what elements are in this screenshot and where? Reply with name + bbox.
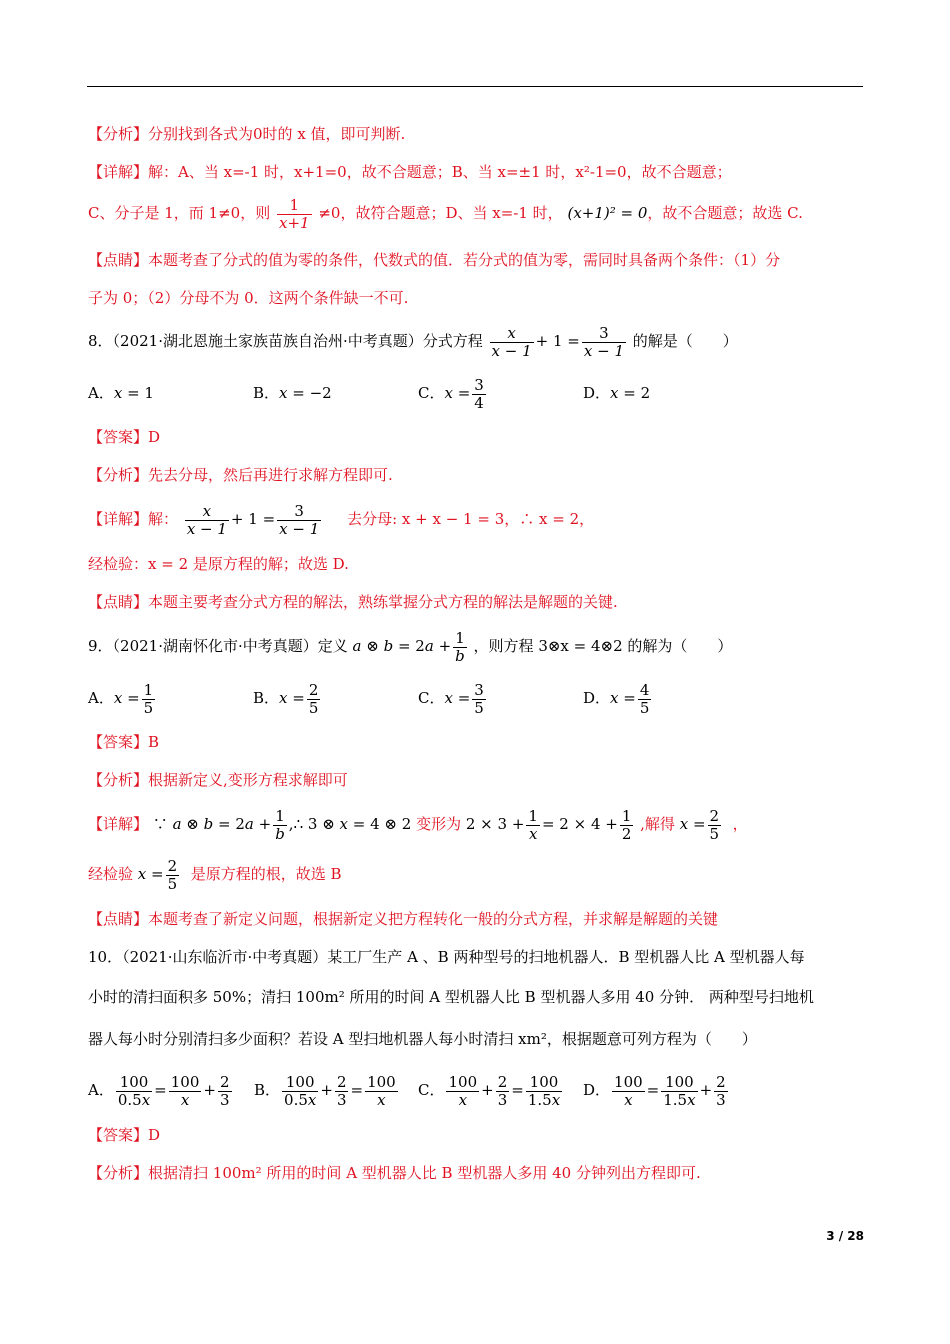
q8-stem: 8．（2021·湖北恩施土家族苗族自治州·中考真题）分式方程 $\frac{x}{x - 1}$ + 1 = $\frac{3}{x - 1}$ 的解是（ ） <box>88 323 738 360</box>
q9-option-d: D．x = $\frac{4}{5}$ <box>583 680 650 717</box>
q9-option-a: A．x = $\frac{1}{5}$ <box>88 680 154 717</box>
q10-answer: 【答案】D <box>88 1126 161 1144</box>
q10-option-d: D． $\frac{100}{x}$ = $\frac{100}{1.5x}$ + $\frac{2}{3}$ <box>583 1072 726 1109</box>
q9-option-b: B．x = $\frac{2}{5}$ <box>253 680 319 717</box>
q10-stem-1: 10．（2021·山东临沂市·中考真题）某工厂生产 A 、B 两种型号的扫地机器人．B 型机器人比 A 型机器人每 <box>88 948 805 966</box>
q8-option-c: C．x = $\frac{3}{4}$ <box>418 375 484 412</box>
q8-answer: 【答案】D <box>88 428 161 446</box>
q9-note: 【点睛】本题考查了新定义问题，根据新定义把方程转化一般的分式方程，并求解是解题的关键 <box>88 910 719 928</box>
prev-note-2: 子为 0；（2）分母不为 0．这两个条件缺一不可. <box>88 289 409 307</box>
q10-analysis: 【分析】根据清扫 100m² 所用的时间 A 型机器人比 B 型机器人多用 40 分钟列出方程即可. <box>88 1164 701 1182</box>
q10-option-a: A． $\frac{100}{0.5x}$ = $\frac{100}{x}$ + $\frac{2}{3}$ <box>88 1072 230 1109</box>
q8-option-d: D．x = 2 <box>583 384 651 402</box>
prev-detail-1: 【详解】解：A、当 x=-1 时，x+1=0，故不合题意；B、当 x=±1 时，x²-1=0，故不合题意； <box>88 163 732 181</box>
prev-analysis: 【分析】分别找到各式为0时的 x 值，即可判断. <box>88 125 406 143</box>
q9-detail: 【详解】 ∵ a ⊗ b = 2a + $\frac{1}{b}$ ,∴ 3 ⊗ x = 4 ⊗ 2 变形为 2 × 3 + $\frac{1}{x}$ = 2 × 4 + $\frac{1}{2}$ ,解得 x = $\frac{2}{5}$ ， <box>88 806 748 843</box>
q9-answer: 【答案】B <box>88 733 160 751</box>
q9-option-c: C．x = $\frac{3}{5}$ <box>418 680 484 717</box>
q10-stem-2: 小时的清扫面积多 50%；清扫 100m² 所用的时间 A 型机器人比 B 型机器人多用 40 分钟． 两种型号扫地机 <box>88 988 814 1006</box>
fraction-1-over-x-plus-1: $\frac{1}{x+1}$ <box>279 195 310 232</box>
q10-option-b: B． $\frac{100}{0.5x}$ + $\frac{2}{3}$ = $\frac{100}{x}$ <box>254 1072 396 1109</box>
q8-check: 经检验：x = 2 是原方程的解；故选 D. <box>88 555 349 573</box>
q8-analysis: 【分析】先去分母，然后再进行求解方程即可. <box>88 466 393 484</box>
header-rule <box>87 86 863 87</box>
q8-equation: $\frac{x}{x - 1}$ + 1 = $\frac{3}{x - 1}$ <box>491 323 624 360</box>
q8-option-a: A．x = 1 <box>88 384 154 402</box>
page-number: 3 / 28 <box>826 1229 864 1243</box>
q9-analysis: 【分析】根据新定义,变形方程求解即可 <box>88 771 348 789</box>
prev-detail-2: C、分子是 1，而 1≠0，则 $\frac{1}{x+1}$ ≠0，故符合题意；D、当 x=-1 时， (x+1)² = 0，故不合题意；故选 C. <box>88 195 803 232</box>
q10-option-c: C． $\frac{100}{x}$ + $\frac{2}{3}$ = $\frac{100}{1.5x}$ <box>418 1072 561 1109</box>
q10-stem-3: 器人每小时分别清扫多少面积？若设 A 型扫地机器人每小时清扫 xm²，根据题意可列方程为（ ） <box>88 1030 757 1048</box>
q8-note: 【点睛】本题主要考查分式方程的解法，熟练掌握分式方程的解法是解题的关键. <box>88 593 618 611</box>
prev-note-1: 【点睛】本题考查了分式的值为零的条件，代数式的值．若分式的值为零，需同时具备两个条件：（1）分 <box>88 251 781 269</box>
q9-check: 经检验 x = $\frac{2}{5}$ 是原方程的根，故选 B <box>88 856 342 893</box>
q8-option-b: B．x = −2 <box>253 384 332 402</box>
q8-detail: 【详解】解： $\frac{x}{x - 1}$ + 1 = $\frac{3}{x - 1}$ 去分母: x + x − 1 = 3，∴ x = 2， <box>88 501 595 538</box>
q9-stem: 9．（2021·湖南怀化市·中考真题）定义 a ⊗ b = 2a + $\frac{1}{b}$ ，则方程 3⊗x = 4⊗2 的解为（ ） <box>88 628 733 665</box>
